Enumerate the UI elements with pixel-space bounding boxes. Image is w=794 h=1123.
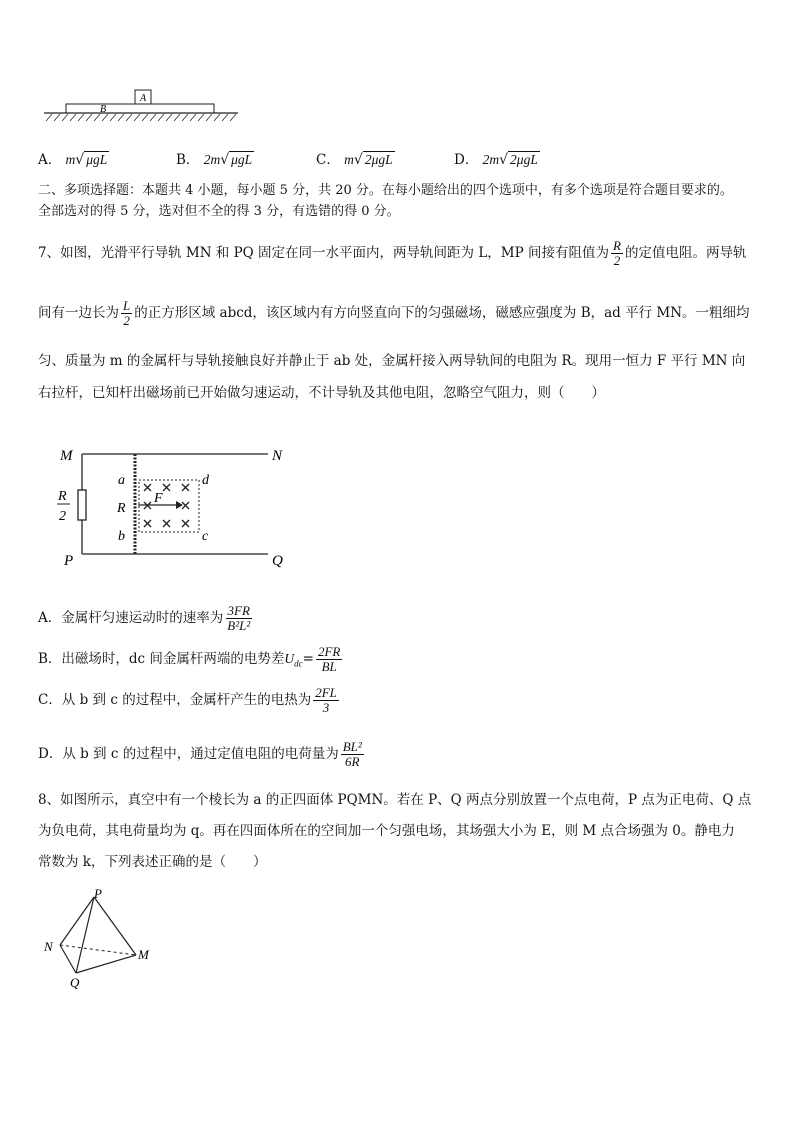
label-rod-r: R: [117, 501, 126, 516]
label-p: P: [64, 553, 74, 569]
q7-circuit-figure: [50, 440, 300, 580]
block-board-figure: [40, 85, 240, 127]
q6-option-c[interactable]: C． m√ 2μgL: [316, 152, 393, 168]
label-f: F: [154, 491, 163, 506]
label-b: b: [118, 529, 125, 544]
q6-option-d[interactable]: D． 2m√ 2μgL: [454, 152, 538, 168]
board-b: [66, 104, 214, 113]
section2-instructions-line2: 全部选对的得 5 分，选对但不全的得 3 分，有选错的得 0 分。: [38, 204, 400, 219]
label-n: N: [272, 448, 283, 464]
q7-option-c[interactable]: C．从 b 到 c 的过程中，金属杆产生的电热为 $\frac{2FL}{3}$: [38, 685, 337, 715]
resistor-r-den: 2: [59, 509, 66, 524]
q7-line2: 间有一边长为 $\frac{L}{2}$ 的正方形区域 abcd，该区域内有方向竖直向下的匀强磁场，磁感应强度为 B，ad 平行 MN。一粗细均: [38, 298, 750, 328]
label-p: P: [94, 886, 102, 901]
option-c-fraction: $\frac{2FL}{3}$: [315, 685, 337, 715]
q7-option-d[interactable]: D．从 b 到 c 的过程中，通过定值电阻的电荷量为 $\frac{\text{BL²}}{6R}$: [38, 739, 362, 769]
board-b-label: B: [100, 104, 107, 115]
q7-line1: 7、如图，光滑平行导轨 MN 和 PQ 固定在同一水平面内，两导轨间距为 L，MP 间接有阻值为 $\frac{R}{2}$ 的定值电阻。两导轨: [38, 238, 747, 268]
resistor: [78, 490, 86, 520]
q8-line1: 8、如图所示，真空中有一个棱长为 a 的正四面体 PQMN。若在 P、Q 两点分别放置一个点电荷，P 点为正电荷、Q 点: [38, 792, 752, 808]
edge-nq: [60, 945, 76, 973]
q8-line3: 常数为 k，下列表述正确的是（ ）: [38, 854, 267, 870]
ground-hatching: [46, 114, 236, 121]
q7-line3: 匀、质量为 m 的金属杆与导轨接触良好并静止于 ab 处，金属杆接入两导轨间的电阻为 R。现用一恒力 F 平行 MN 向: [38, 353, 746, 369]
resistor-r-num: R: [58, 489, 67, 504]
option-d-fraction: $\frac{\text{BL²}}{6R}$: [342, 739, 362, 769]
q6-option-a[interactable]: A． m√ μgL: [38, 152, 108, 168]
label-d: d: [202, 473, 209, 488]
section2-instructions-line1: 二、多项选择题：本题共 4 小题，每小题 5 分，共 20 分。在每小题给出的四个选项中，有多个选项是符合题目要求的。: [38, 183, 733, 198]
option-a-fraction: $\frac{3FR}{\text{B²L²}}$: [227, 603, 251, 633]
block-a-label: A: [140, 93, 147, 104]
fraction-l-over-2: $\frac{L}{2}$: [123, 298, 131, 328]
q8-tetrahedron-figure: [40, 885, 170, 995]
label-n: N: [44, 939, 53, 954]
edge-qm: [76, 955, 136, 973]
label-m: M: [138, 947, 149, 962]
label-q: Q: [272, 553, 283, 569]
label-q: Q: [70, 975, 80, 990]
fraction-r-over-2: $\frac{R}{2}$: [613, 238, 621, 268]
q7-line4: 右拉杆，已知杆出磁场前已开始做匀速运动，不计导轨及其他电阻，忽略空气阻力，则（ ）: [38, 385, 605, 401]
label-c: c: [202, 529, 209, 544]
q7-option-b[interactable]: B．出磁场时，dc 间金属杆两端的电势差$U_{dc}=$ $\frac{2FR}{BL}$: [38, 644, 341, 674]
edge-pq: [76, 897, 94, 973]
option-b-fraction: $\frac{2FR}{BL}$: [317, 644, 341, 674]
label-a: a: [118, 473, 125, 488]
edge-nm-hidden: [60, 945, 136, 955]
q7-option-a[interactable]: A．金属杆匀速运动时的速率为 $\frac{3FR}{\text{B²L²}}$: [38, 603, 251, 633]
q8-line2: 为负电荷，其电荷量均为 q。再在四面体所在的空间加一个匀强电场，其场强大小为 E，则 M 点合场强为 0。静电力: [38, 823, 735, 839]
edge-pm: [94, 897, 136, 955]
q6-option-b[interactable]: B． 2m√ μgL: [176, 152, 253, 168]
label-m: M: [60, 448, 73, 464]
